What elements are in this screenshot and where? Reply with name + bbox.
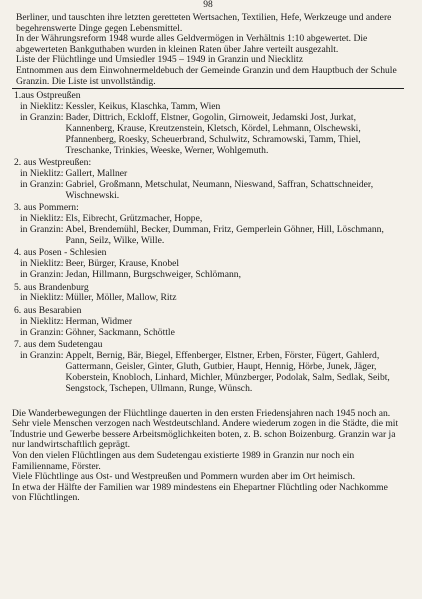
place-label: in Nieklitz: (20, 292, 64, 304)
place-entry (14, 270, 410, 281)
closing-text (6, 409, 410, 504)
region-title: 2. aus Westpreußen: (14, 157, 92, 169)
region-group (14, 340, 410, 395)
family-names: Beer, Bürger, Krause, Knobel (65, 258, 180, 270)
place-entry (14, 180, 410, 202)
family-names: Gallert, Mallner (65, 168, 128, 179)
place-label: in Granzin: (20, 269, 64, 281)
closing-paragraph: Von den vielen Flüchtlingen aus dem Sudetengau existierte 1989 in Granzin nur noch ein Familienname, Förster. (12, 450, 355, 472)
place-label: in Granzin: (20, 350, 64, 361)
family-names: Appelt, Bernig, Bär, Biegel, Effenberger, Elstner, Erben, Förster, Fügert, Gahlerd, Gattermann, Geisler, Ginter, Gluth, Gutbier, Haupt, Hennig, Hörbe, Junek, Jäger, Koberstein, Knobloch, Linhard, Michler, Münzberger, Podolak, Salm, Sedlak, Seibt, Sengstock, Tschepen, Ullmann, Runge, Wünsch. (65, 350, 390, 394)
intro-paragraph: In der Währungsreform 1948 wurde alles Geldvermögen in Verhältnis 1:10 abgewertet. Die abgewerteten Bankguthaben wurden in kleinen Raten über Jahre verteilt ausgezahlt. (16, 33, 368, 55)
list-heading: Liste der Flüchtlinge und Umsiedler 1945 – 1949 in Granzin und Niecklitz (16, 54, 303, 66)
place-label: in Granzin: (20, 224, 64, 236)
region-title: 7. aus dem Sudetengau (14, 339, 103, 351)
family-names: Kessler, Keikus, Klaschka, Tamm, Wien (65, 101, 221, 113)
place-label: in Granzin: (20, 326, 64, 338)
place-label: in Granzin: (20, 111, 64, 123)
place-entry (14, 113, 410, 157)
page-number: 98 (203, 0, 213, 10)
list-source-note: Entnommen aus dem Einwohnermeldebuch der Gemeinde Granzin und dem Hauptbuch der Schule Granzin. Die Liste ist unvollständig. (16, 64, 397, 87)
place-entry (14, 293, 410, 304)
place-label: in Nieklitz: (20, 101, 64, 113)
place-entry (14, 225, 410, 247)
closing-paragraph: Viele Flüchtlinge aus Ost- und Westpreußen und Pommern wurden aber im Ort heimisch. (12, 471, 355, 483)
region-title: 5. aus Brandenburg (14, 281, 89, 293)
region-group (14, 283, 410, 305)
place-label: in Nieklitz: (20, 213, 64, 225)
family-names: Gabriel, Großmann, Metschulat, Neumann, Nieswand, Saffran, Schattschneider, Wischnewski. (65, 178, 374, 201)
region-group (14, 158, 410, 202)
region-group (14, 306, 410, 339)
family-names: Els, Eibrecht, Grützmacher, Hoppe, (65, 213, 203, 225)
place-label: in Nieklitz: (20, 258, 64, 270)
family-names: Jedan, Hillmann, Burgschweiger, Schlömann, (65, 269, 241, 281)
family-names: Bader, Dittrich, Eckloff, Elstner, Gogolin, Girnoweit, Jedamski Jost, Jurkat, Kannenberg, Krause, Kreutzenstein, Kletsch, Kördel, Lehmann, Olschewski, Pfannenberg, Roesky, Scheuerbrand, Schulwitz, Schramowski, Tamm, Thiel, Treschanke, Trinkies, Weeske, Werner, Wohlgemuth. (65, 111, 361, 156)
region-title: 4. aus Posen - Schlesien (14, 247, 107, 259)
region-title: 6. aus Besarabien (14, 304, 82, 316)
region-title: 3. aus Pommern: (14, 202, 79, 214)
intro-paragraph: Berliner, und tauschten ihre letzten geretteten Wertsachen, Textilien, Hefe, Werkzeuge und andere begehrenswerte Dinge gegen Lebensmittel. (16, 12, 392, 34)
place-label: in Nieklitz: (20, 315, 64, 327)
family-names: Herman, Widmer (65, 315, 133, 327)
place-entry (14, 351, 410, 395)
region-group (14, 91, 410, 156)
refugee-list (6, 91, 410, 394)
intro-text (6, 13, 410, 87)
family-names: Abel, Brendemühl, Becker, Dumman, Fritz, Gemperlein Göhner, Hill, Löschmann, Pann, Seilz, Wilke, Wille. (65, 224, 384, 246)
region-title: 1.aus Ostpreußen (14, 90, 81, 102)
place-entry (14, 328, 410, 339)
region-group (14, 248, 410, 281)
stray-mark: , (10, 424, 12, 433)
closing-paragraph: In etwa der Hälfte der Familien war 1989 mindestens ein Ehepartner Flüchtling oder Nachkomme von Flüchtlingen. (12, 481, 388, 504)
family-names: Göhner, Sackmann, Schöttle (65, 326, 175, 338)
closing-paragraph: Die Wanderbewegungen der Flüchtlinge dauerten in den ersten Friedensjahren nach 1945 noch an. Sehr viele Menschen verzogen nach Westdeutschland. Andere wiederum zogen in die Städte, die mit Industrie und Gewerbe bessere Arbeitsmöglichkeiten boten, z. B. schon Boizenburg. Granzin war ja nur landwirtschaftlich geprägt. (12, 407, 399, 451)
section-divider (12, 88, 404, 89)
family-names: Müller, Möller, Mallow, Ritz (65, 292, 177, 304)
place-label: in Nieklitz: (20, 168, 64, 179)
region-group (14, 203, 410, 247)
place-label: in Granzin: (20, 178, 64, 190)
